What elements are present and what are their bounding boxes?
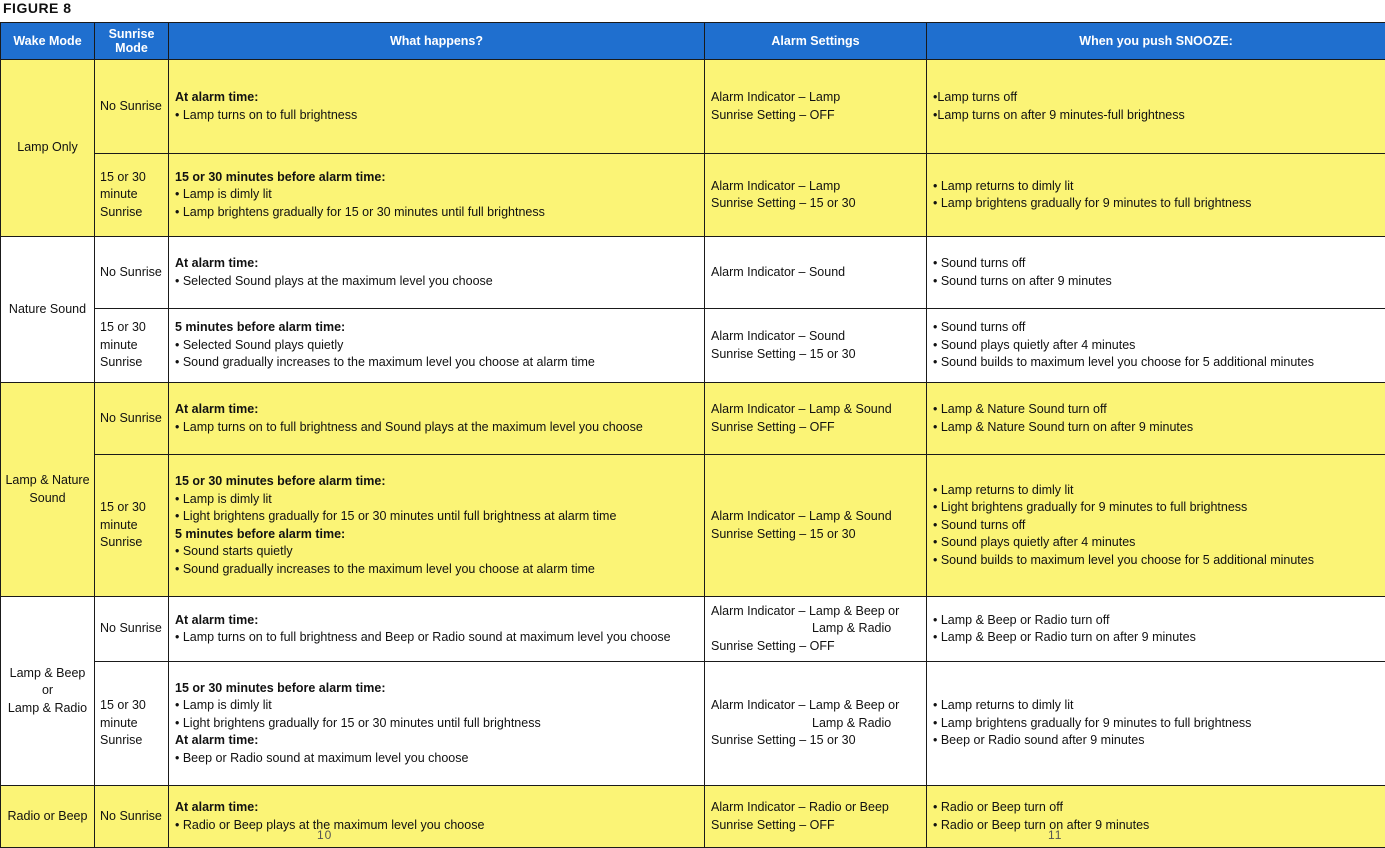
what-happens-cell: [169, 597, 705, 662]
header-snooze: When you push SNOOZE:: [927, 23, 1385, 60]
snooze-line: •Lamp turns off: [933, 89, 1379, 107]
table-row: [1, 309, 1385, 383]
alarm-settings-cell: [705, 60, 927, 154]
snooze-cell: [927, 662, 1385, 786]
sunrise-mode-text: minute: [100, 337, 163, 355]
alarm-settings-line: Alarm Indicator – Lamp & Beep or: [711, 603, 920, 621]
sunrise-mode-cell: [95, 786, 169, 848]
alarm-settings-line: Alarm Indicator – Lamp & Sound: [711, 508, 920, 526]
what-happens-cell: [169, 309, 705, 383]
sunrise-mode-text: 15 or 30: [100, 697, 163, 715]
alarm-settings-cell: [705, 154, 927, 237]
table-row: [1, 154, 1385, 237]
snooze-line: • Radio or Beep turn off: [933, 799, 1379, 817]
wake-mode-text: Nature Sound: [5, 301, 90, 319]
sunrise-mode-text: No Sunrise: [100, 98, 163, 116]
what-happens-cell: [169, 237, 705, 309]
snooze-cell: [927, 237, 1385, 309]
alarm-settings-line: Alarm Indicator – Lamp & Beep or: [711, 697, 920, 715]
alarm-settings-line: Alarm Indicator – Lamp: [711, 89, 920, 107]
snooze-line: • Sound builds to maximum level you choose for 5 additional minutes: [933, 552, 1379, 570]
alarm-settings-line: Sunrise Setting – OFF: [711, 419, 920, 437]
table-row: [1, 786, 1385, 848]
alarm-settings-cell: [705, 455, 927, 597]
snooze-cell: [927, 309, 1385, 383]
sunrise-mode-text: Sunrise: [100, 354, 163, 372]
what-happens-line: • Lamp is dimly lit: [175, 697, 698, 715]
snooze-cell: [927, 786, 1385, 848]
what-happens-line: • Lamp is dimly lit: [175, 186, 698, 204]
snooze-line: • Sound turns off: [933, 517, 1379, 535]
table-row: [1, 237, 1385, 309]
alarm-settings-cell: [705, 383, 927, 455]
wake-mode-text: Sound: [5, 490, 90, 508]
snooze-cell: [927, 455, 1385, 597]
alarm-settings-line: Sunrise Setting – 15 or 30: [711, 526, 920, 544]
what-happens-heading: At alarm time:: [175, 612, 698, 630]
snooze-cell: [927, 383, 1385, 455]
table-row: [1, 662, 1385, 786]
what-happens-heading: At alarm time:: [175, 255, 698, 273]
sunrise-mode-text: No Sunrise: [100, 264, 163, 282]
wake-mode-cell: [1, 383, 95, 597]
snooze-line: • Lamp & Nature Sound turn off: [933, 401, 1379, 419]
sunrise-mode-text: Sunrise: [100, 732, 163, 750]
snooze-line: • Lamp & Beep or Radio turn off: [933, 612, 1379, 630]
alarm-settings-cell: [705, 597, 927, 662]
alarm-settings-line: Sunrise Setting – OFF: [711, 817, 920, 835]
sunrise-mode-cell: [95, 60, 169, 154]
header-sunrise-mode: Sunrise Mode: [95, 23, 169, 60]
wake-mode-text: Lamp Only: [5, 139, 90, 157]
what-happens-heading: 15 or 30 minutes before alarm time:: [175, 473, 698, 491]
table-row: [1, 597, 1385, 662]
what-happens-line: • Light brightens gradually for 15 or 30 minutes until full brightness: [175, 715, 698, 733]
sunrise-mode-text: Sunrise: [100, 534, 163, 552]
sunrise-mode-text: Sunrise: [100, 204, 163, 222]
what-happens-line: • Selected Sound plays quietly: [175, 337, 698, 355]
snooze-line: • Beep or Radio sound after 9 minutes: [933, 732, 1379, 750]
wake-mode-cell: [1, 60, 95, 237]
alarm-settings-cell: [705, 662, 927, 786]
snooze-line: • Sound builds to maximum level you choose for 5 additional minutes: [933, 354, 1379, 372]
wake-mode-cell: [1, 597, 95, 786]
what-happens-heading: 15 or 30 minutes before alarm time:: [175, 169, 698, 187]
what-happens-line: • Radio or Beep plays at the maximum level you choose: [175, 817, 698, 835]
snooze-line: • Sound turns off: [933, 255, 1379, 273]
what-happens-heading: 5 minutes before alarm time:: [175, 526, 698, 544]
alarm-settings-line: Sunrise Setting – OFF: [711, 107, 920, 125]
sunrise-mode-text: minute: [100, 517, 163, 535]
snooze-cell: [927, 154, 1385, 237]
wake-mode-text: or: [5, 682, 90, 700]
snooze-line: • Sound turns off: [933, 319, 1379, 337]
header-what-happens: What happens?: [169, 23, 705, 60]
sunrise-mode-cell: [95, 154, 169, 237]
what-happens-line: • Lamp turns on to full brightness and Sound plays at the maximum level you choose: [175, 419, 698, 437]
what-happens-cell: [169, 154, 705, 237]
snooze-line: • Lamp returns to dimly lit: [933, 482, 1379, 500]
what-happens-line: • Lamp is dimly lit: [175, 491, 698, 509]
what-happens-line: • Light brightens gradually for 15 or 30 minutes until full brightness at alarm time: [175, 508, 698, 526]
snooze-line: • Light brightens gradually for 9 minutes to full brightness: [933, 499, 1379, 517]
what-happens-line: • Selected Sound plays at the maximum level you choose: [175, 273, 698, 291]
table-row: [1, 383, 1385, 455]
what-happens-line: • Lamp turns on to full brightness: [175, 107, 698, 125]
sunrise-mode-text: No Sunrise: [100, 808, 163, 826]
what-happens-heading: At alarm time:: [175, 799, 698, 817]
wake-mode-cell: [1, 237, 95, 383]
what-happens-cell: [169, 786, 705, 848]
snooze-line: • Sound plays quietly after 4 minutes: [933, 337, 1379, 355]
alarm-settings-line: Sunrise Setting – 15 or 30: [711, 346, 920, 364]
wake-mode-table: [0, 22, 1385, 848]
sunrise-mode-text: No Sunrise: [100, 410, 163, 428]
snooze-cell: [927, 60, 1385, 154]
table-header-row: [1, 23, 1385, 60]
alarm-settings-line: Alarm Indicator – Radio or Beep: [711, 799, 920, 817]
header-alarm-settings: Alarm Settings: [705, 23, 927, 60]
what-happens-line: • Sound gradually increases to the maximum level you choose at alarm time: [175, 561, 698, 579]
alarm-settings-line: Sunrise Setting – OFF: [711, 638, 920, 656]
sunrise-mode-cell: [95, 383, 169, 455]
what-happens-line: • Sound gradually increases to the maximum level you choose at alarm time: [175, 354, 698, 372]
sunrise-mode-text: minute: [100, 186, 163, 204]
alarm-settings-line: Alarm Indicator – Sound: [711, 264, 920, 282]
snooze-line: • Lamp returns to dimly lit: [933, 697, 1379, 715]
snooze-line: • Sound plays quietly after 4 minutes: [933, 534, 1379, 552]
alarm-settings-line: Alarm Indicator – Lamp: [711, 178, 920, 196]
wake-mode-text: Lamp & Radio: [5, 700, 90, 718]
sunrise-mode-cell: [95, 237, 169, 309]
snooze-line: •Lamp turns on after 9 minutes-full brightness: [933, 107, 1379, 125]
what-happens-line: • Lamp turns on to full brightness and Beep or Radio sound at maximum level you choose: [175, 629, 698, 647]
wake-mode-text: Lamp & Nature: [5, 472, 90, 490]
what-happens-heading: 5 minutes before alarm time:: [175, 319, 698, 337]
what-happens-line: • Sound starts quietly: [175, 543, 698, 561]
snooze-line: • Radio or Beep turn on after 9 minutes: [933, 817, 1379, 835]
sunrise-mode-text: 15 or 30: [100, 319, 163, 337]
what-happens-cell: [169, 383, 705, 455]
sunrise-mode-cell: [95, 597, 169, 662]
sunrise-mode-text: No Sunrise: [100, 620, 163, 638]
snooze-line: • Lamp & Nature Sound turn on after 9 minutes: [933, 419, 1379, 437]
alarm-settings-cell: [705, 786, 927, 848]
wake-mode-text: Lamp & Beep: [5, 665, 90, 683]
sunrise-mode-cell: [95, 662, 169, 786]
table-row: [1, 455, 1385, 597]
header-wake-mode: Wake Mode: [1, 23, 95, 60]
what-happens-line: • Lamp brightens gradually for 15 or 30 minutes until full brightness: [175, 204, 698, 222]
table-row: [1, 60, 1385, 154]
page-number-right: 11: [1048, 828, 1062, 842]
what-happens-heading: At alarm time:: [175, 401, 698, 419]
alarm-settings-line: Alarm Indicator – Sound: [711, 328, 920, 346]
sunrise-mode-text: minute: [100, 715, 163, 733]
what-happens-cell: [169, 662, 705, 786]
what-happens-heading: At alarm time:: [175, 732, 698, 750]
sunrise-mode-text: 15 or 30: [100, 169, 163, 187]
sunrise-mode-cell: [95, 455, 169, 597]
what-happens-heading: 15 or 30 minutes before alarm time:: [175, 680, 698, 698]
sunrise-mode-text: 15 or 30: [100, 499, 163, 517]
alarm-settings-line: Sunrise Setting – 15 or 30: [711, 195, 920, 213]
alarm-settings-line: Alarm Indicator – Lamp & Sound: [711, 401, 920, 419]
what-happens-cell: [169, 60, 705, 154]
figure-title: FIGURE 8: [3, 0, 72, 16]
alarm-settings-cell: [705, 237, 927, 309]
wake-mode-cell: [1, 786, 95, 848]
wake-mode-text: Radio or Beep: [5, 808, 90, 826]
what-happens-heading: At alarm time:: [175, 89, 698, 107]
snooze-line: • Sound turns on after 9 minutes: [933, 273, 1379, 291]
snooze-line: • Lamp & Beep or Radio turn on after 9 minutes: [933, 629, 1379, 647]
what-happens-line: • Beep or Radio sound at maximum level you choose: [175, 750, 698, 768]
sunrise-mode-cell: [95, 309, 169, 383]
alarm-settings-line: Sunrise Setting – 15 or 30: [711, 732, 920, 750]
snooze-line: • Lamp brightens gradually for 9 minutes to full brightness: [933, 195, 1379, 213]
snooze-line: • Lamp returns to dimly lit: [933, 178, 1379, 196]
snooze-line: • Lamp brightens gradually for 9 minutes to full brightness: [933, 715, 1379, 733]
page-number-left: 10: [317, 828, 332, 842]
alarm-settings-line: Lamp & Radio: [711, 620, 920, 638]
alarm-settings-line: Lamp & Radio: [711, 715, 920, 733]
what-happens-cell: [169, 455, 705, 597]
snooze-cell: [927, 597, 1385, 662]
alarm-settings-cell: [705, 309, 927, 383]
